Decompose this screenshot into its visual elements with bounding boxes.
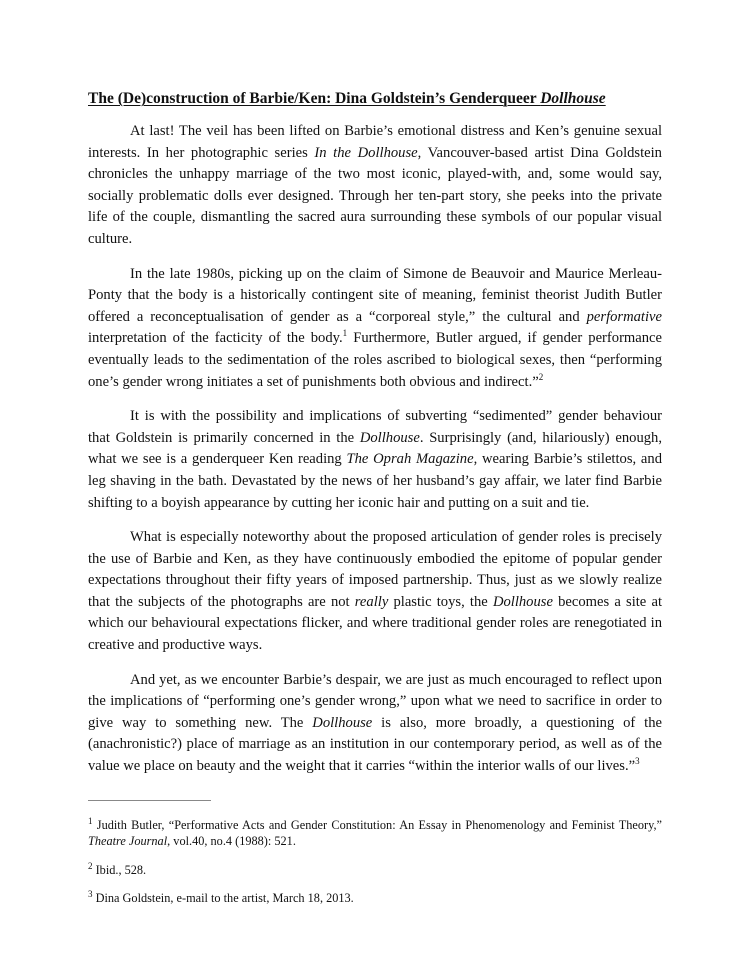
text-run: At last! The veil has been lifted on Barbie’s emotional distress and Ken’s genuine sexual interests. In her photographic series	[88, 123, 662, 161]
italic-text: The Oprah Magazine	[346, 451, 474, 468]
body-paragraph	[88, 527, 662, 657]
article-title-text: The (De)construction of Barbie/Ken: Dina Goldstein’s Genderqueer	[88, 90, 541, 107]
footnote	[88, 890, 662, 907]
footnote-marker: 3	[88, 889, 93, 900]
text-run: Dina Goldstein, e-mail to the artist, March 18, 2013.	[92, 891, 354, 906]
text-run: , vol.40, no.4 (1988): 521.	[167, 834, 296, 849]
text-run: Judith Butler, “Performative Acts and Gender Constitution: An Essay in Phenomenology and Feminist Theory,”	[92, 817, 662, 832]
body-paragraph	[88, 264, 662, 394]
body-paragraph	[88, 406, 662, 514]
text-run: becomes a site at which our behavioural expectations flicker, and where traditional gender roles are renegotiated in creative and productive ways.	[88, 593, 663, 654]
italic-text: In the Dollhouse	[314, 144, 418, 161]
text-run: , Vancouver-based artist Dina Goldstein chronicles the unhappy marriage of the two most iconic, played-with, and, some would say, socially problematic dolls ever designed. Through her ten-part story, she peeks into the private life of the couple, dismantling the sacred aura surrounding these symbols of our popular visual culture.	[88, 144, 662, 247]
italic-text: really	[354, 593, 389, 610]
italic-text: Theatre Journal	[88, 834, 168, 849]
text-run: is also, more broadly, a questioning of the (anachronistic?) place of marriage as an institution in our contemporary period, as well as of the value we place on beauty and the weight that it carries “within the interior walls of our lives.”	[88, 714, 662, 775]
footnote-marker: 2	[538, 371, 544, 382]
text-run: , wearing Barbie’s stilettos, and leg shaving in the bath. Devastated by the news of her husband’s gay affair, we later find Barbie shifting to a boyish appearance by cutting her iconic hair and putting on a suit and tie.	[88, 451, 662, 511]
italic-text: Dollhouse	[359, 429, 420, 446]
text-run: In the late 1980s, picking up on the claim of Simone de Beauvoir and Maurice Merleau-Ponty that the body is a historically contingent site of meaning, feminist theorist Judith Butler offered a reconceptualisation of gender as a “corporeal style,” the cultural and	[88, 265, 662, 325]
italic-text: performative	[586, 308, 662, 325]
document-page	[88, 88, 662, 919]
text-run: Furthermore, Butler argued, if gender performance eventually leads to the sedimentation of the roles ascribed to biological sexes, then “performing one’s gender wrong initiates a set of punishments both obvious and indirect.”	[88, 330, 663, 390]
footnote-divider	[88, 800, 211, 801]
article-title-italic: Dollhouse	[540, 90, 606, 107]
text-run: It is with the possibility and implications of subverting “sedimented” gender behaviour that Goldstein is primarily concerned in the	[88, 408, 662, 446]
text-run: plastic toys, the	[388, 593, 493, 610]
footnote	[88, 862, 662, 879]
text-run: And yet, as we encounter Barbie’s despair, we are just as much encouraged to reflect upon the implications of “performing one’s gender wrong,” upon what we need to sacrifice in order to give way to something new. The	[88, 671, 662, 731]
italic-text: Dollhouse	[492, 593, 553, 610]
footnote-marker: 3	[635, 756, 640, 767]
body-paragraph	[88, 121, 662, 251]
body-paragraph	[88, 670, 662, 778]
footnote	[88, 817, 662, 850]
article-title	[88, 88, 662, 110]
text-run: Ibid., 528.	[92, 862, 147, 877]
text-run: What is especially noteworthy about the proposed articulation of gender roles is precisely the use of Barbie and Ken, as they have continuously embodied the epitome of popular gender expectations throughout their fifty years of imposed partnership. Thus, just as we slowly realize that the subjects of the photographs are not	[88, 529, 662, 610]
footnote-marker: 2	[88, 860, 93, 871]
italic-text: Dollhouse	[312, 714, 373, 731]
footnote-marker: 1	[342, 328, 348, 339]
text-run: . Surprisingly (and, hilariously) enough, what we see is a genderqueer Ken reading	[88, 429, 662, 468]
text-run: interpretation of the facticity of the body.	[88, 330, 343, 347]
footnote-marker: 1	[88, 815, 93, 826]
